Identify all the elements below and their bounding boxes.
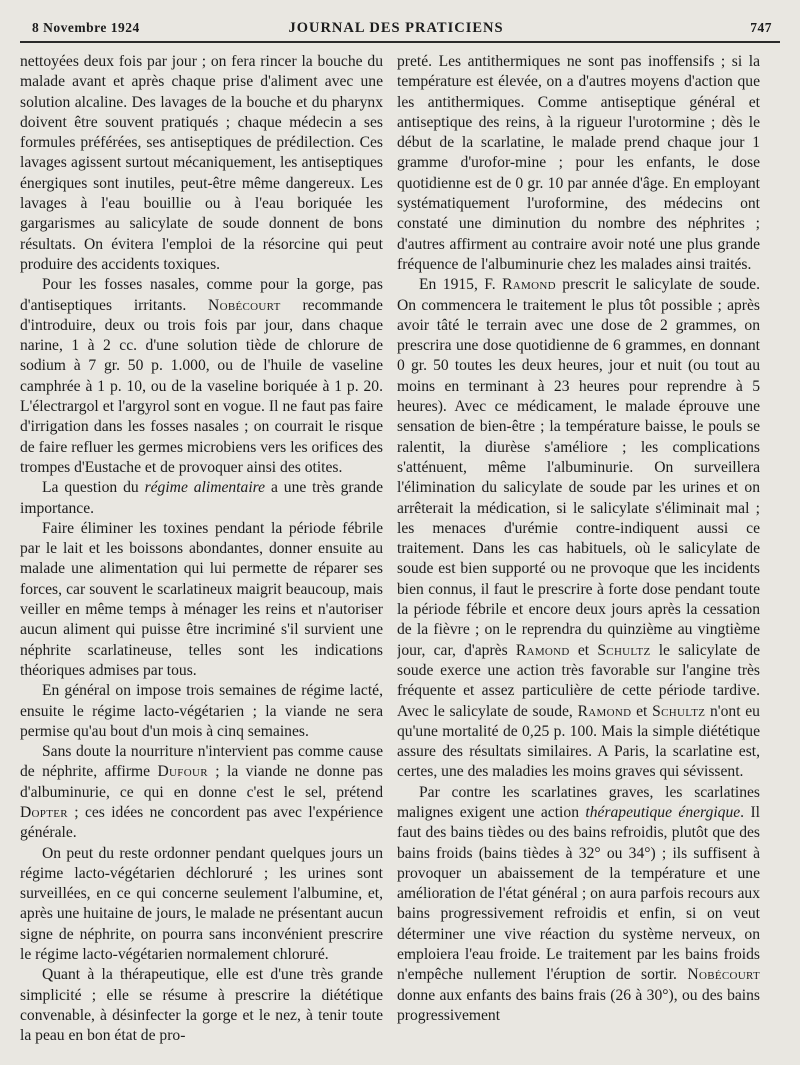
issue-date: 8 Novembre 1924 — [32, 20, 140, 35]
left-column-paragraph — [20, 275, 383, 478]
left-column-paragraph — [20, 742, 383, 843]
right-column-paragraph — [397, 52, 760, 275]
paragraph-text: On peut du reste ordonner pendant quelques jours un régime lacto-végétarien déchloruré ; les urines sont surveillées, en ce qui concerne seulement l'albumine, et, après une huitaine de jours, le malade ne présentant aucun signe de néphrite, on pourra sans inconvénient prescrire le régime lacto-végétarien normalement chloruré. — [20, 844, 383, 964]
paragraph-text: ; la viande ne donne pas d'albuminurie, ce qui en donne c'est le sel, prétend — [20, 763, 383, 801]
paragraph-text: et — [631, 702, 653, 720]
author-name: Schultz — [597, 641, 651, 659]
left-column-paragraph — [20, 478, 383, 519]
paragraph-text: prescrit le salicylate de soude. On commencera le traitement le plus tôt possible ; après avoir tâté le terrain avec une dose de 2 grammes, on prescrira une dose quotidienne de 6 grammes, en donnant 0 gr. 50 toutes les deux heures, jour et nuit (ou tout au moins en terminant à 23 heures pour reprendre à 5 heures). Avec ce médicament, le malade éprouve une sensation de bien-être ; la température baisse, le pouls se ralentit, la diurèse s'améliore ; les complications s'atténuent, même l'albuminurie. On surveillera l'élimination du salicylate de soude par les urines et on arrêterait la médication, si le salicylate s'éliminait mal ; les menaces d'urémie contre-indiquent aussi ce traitement. Dans les cas habituels, où le salicylate de soude est bien supporté ou ne provoque que les incidents bien connus, il faut le prescrire à forte dose pendant toute la période fébrile et encore deux jours après la cessation de la fièvre ; on le reprendra du quinzième au vingtième jour, car, d'après — [397, 276, 760, 659]
paragraph-text: donne aux enfants des bains frais (26 à 30°), ou des bains progressivement — [397, 986, 760, 1024]
paragraph-text: En 1915, F. — [419, 276, 503, 294]
right-column-paragraph — [397, 783, 760, 1027]
author-name: Schultz — [652, 702, 706, 720]
author-name: Ramond — [515, 641, 570, 659]
paragraph-text: ; ces idées ne concordent pas avec l'expérience générale. — [20, 803, 383, 842]
author-name: Ramond — [577, 702, 632, 720]
running-header — [20, 20, 772, 42]
paragraph-text: Quant à la thérapeutique, elle est d'une très grande simplicité ; elle se résume à prescrire la diététique convenable, à désinfecter la gorge et le nez, à tenir toute la peau en bon état de pro- — [20, 966, 383, 1045]
paragraph-text: La question du — [42, 479, 145, 497]
paragraph-text: recommande d'introduire, deux ou trois fois par jour, dans chaque narine, 1 à 2 cc. d'une solution tiède de chlorure de sodium à 7 gr. 50 p. 1.000, ou de l'huile de vaseline camphrée à 1 p. 10, ou de la vaseline boriquée à 1 p. 20. L'électrargol et l'argyrol sont en vogue. Il ne faut pas faire d'irrigation dans les fosses nasales ; on courrait le risque de faire refluer les germes microbiens vers les orifices des trompes d'Eustache et de provoquer ainsi des otites. — [20, 296, 383, 476]
paragraph-text: Par contre les scarlatines graves, les scarlatines malignes exigent une action — [397, 783, 760, 821]
paragraph-text: preté. Les antithermiques ne sont pas inoffensifs ; si la température est élevée, on a d'autres moyens d'action que les antithermiques. Comme antiseptique général et antiseptique des reins, à la rigueur l'urotormine ; dès le début de la scarlatine, le malade prend chaque jour 1 gramme d'urofor-mine ; pour les enfants, le dose quotidienne est de 0 gr. 10 par année d'âge. En employant systématiquement l'uroformine, des médecins ont constaté une diminution du nombre des néphrites ; d'autres affirment au contraire avoir noté une plus grande fréquence de l'albuminurie chez les malades ainsi traités. — [397, 53, 760, 273]
paragraph-text: a une très grande importance. — [20, 479, 383, 517]
author-name: Dufour — [157, 763, 208, 781]
right-column — [397, 52, 760, 1057]
author-name: Nobécourt — [687, 966, 760, 984]
paragraph-text: Pour les fosses nasales, comme pour la gorge, pas d'antiseptiques irritants. — [20, 276, 383, 314]
paragraph-text: Faire éliminer les toxines pendant la période fébrile par le lait et les boissons abondantes, donner ensuite au malade une alimentation qui lui permette de réparer ses forces, car souvent le scarlatineux maigrit beaucoup, mais veiller en même temps à ménager les reins et n'autoriser aucun aliment qui puisse être incriminé s'il survient une néphrite scarlatineuse, telles sont les indications théoriques admises par tous. — [20, 519, 383, 679]
left-column-paragraph — [20, 52, 383, 275]
left-column-paragraph — [20, 519, 383, 681]
author-name: Ramond — [502, 276, 556, 294]
left-column-paragraph — [20, 681, 383, 742]
emphasis-text: régime alimentaire — [144, 479, 266, 497]
page-number: 747 — [750, 20, 772, 35]
paragraph-text: n'ont eu qu'une mortalité de 0,25 p. 100. Mais la simple diététique assure des résultats similaires. A Paris, la scarlatine est, certes, une des maladies les moins graves qui sévissent. — [397, 702, 760, 781]
journal-title: JOURNAL DES PRATICIENS — [288, 20, 504, 36]
paragraph-text: En général on impose trois semaines de régime lacté, ensuite le régime lacto-végétarien ; la viande ne sera permise qu'au bout d'un mois à cinq semaines. — [20, 682, 383, 740]
left-column — [20, 52, 383, 1057]
right-column-paragraph — [397, 275, 760, 782]
paragraph-text: nettoyées deux fois par jour ; on fera rincer la bouche du malade avant et après chaque prise d'aliment avec une solution alcaline. Des lavages de la bouche et du pharynx doivent être souvent pratiqués ; chaque médecin a ses formules préférées, ses antiseptiques de prédilection. Ces lavages agissent surtout mécaniquement, les antiseptiques énergiques sont inutiles, peut-être même dangereux. Les lavages à l'eau bouillie ou à l'eau boriquée les gargarismes au salicylate de soude donnent de bons résultats. On évitera l'emploi de la résorcine qui peut produire des accidents toxiques. — [20, 53, 383, 273]
header-rule — [20, 41, 780, 43]
left-column-paragraph — [20, 965, 383, 1046]
paragraph-text: . Il faut des bains tièdes ou des bains refroidis, plutôt que des bains froids (bains tièdes à 32° ou 34°) ; ils suffisent à provoquer un abaissement de la température et une amélioration de l'état général ; on aura parfois recours aux bains progressivement refroidis et enfin, si on veut déterminer une vive réaction du système nerveux, on emploiera l'eau froide. Le traitement par les bains froids n'empêche nullement l'éruption de sortir. — [397, 803, 760, 984]
author-name: Dopter — [20, 803, 68, 821]
paragraph-text: et — [569, 641, 598, 659]
author-name: Nobécourt — [208, 296, 281, 314]
emphasis-text: thérapeutique énergique — [585, 803, 741, 821]
paragraph-text: Sans doute la nourriture n'intervient pas comme cause de néphrite, affirme — [20, 743, 383, 781]
left-column-paragraph — [20, 844, 383, 966]
paragraph-text: le salicylate de soude exerce une action très favorable sur l'angine très fréquente et assez particulière de cette période tardive. Avec le salicylate de soude, — [397, 641, 760, 720]
